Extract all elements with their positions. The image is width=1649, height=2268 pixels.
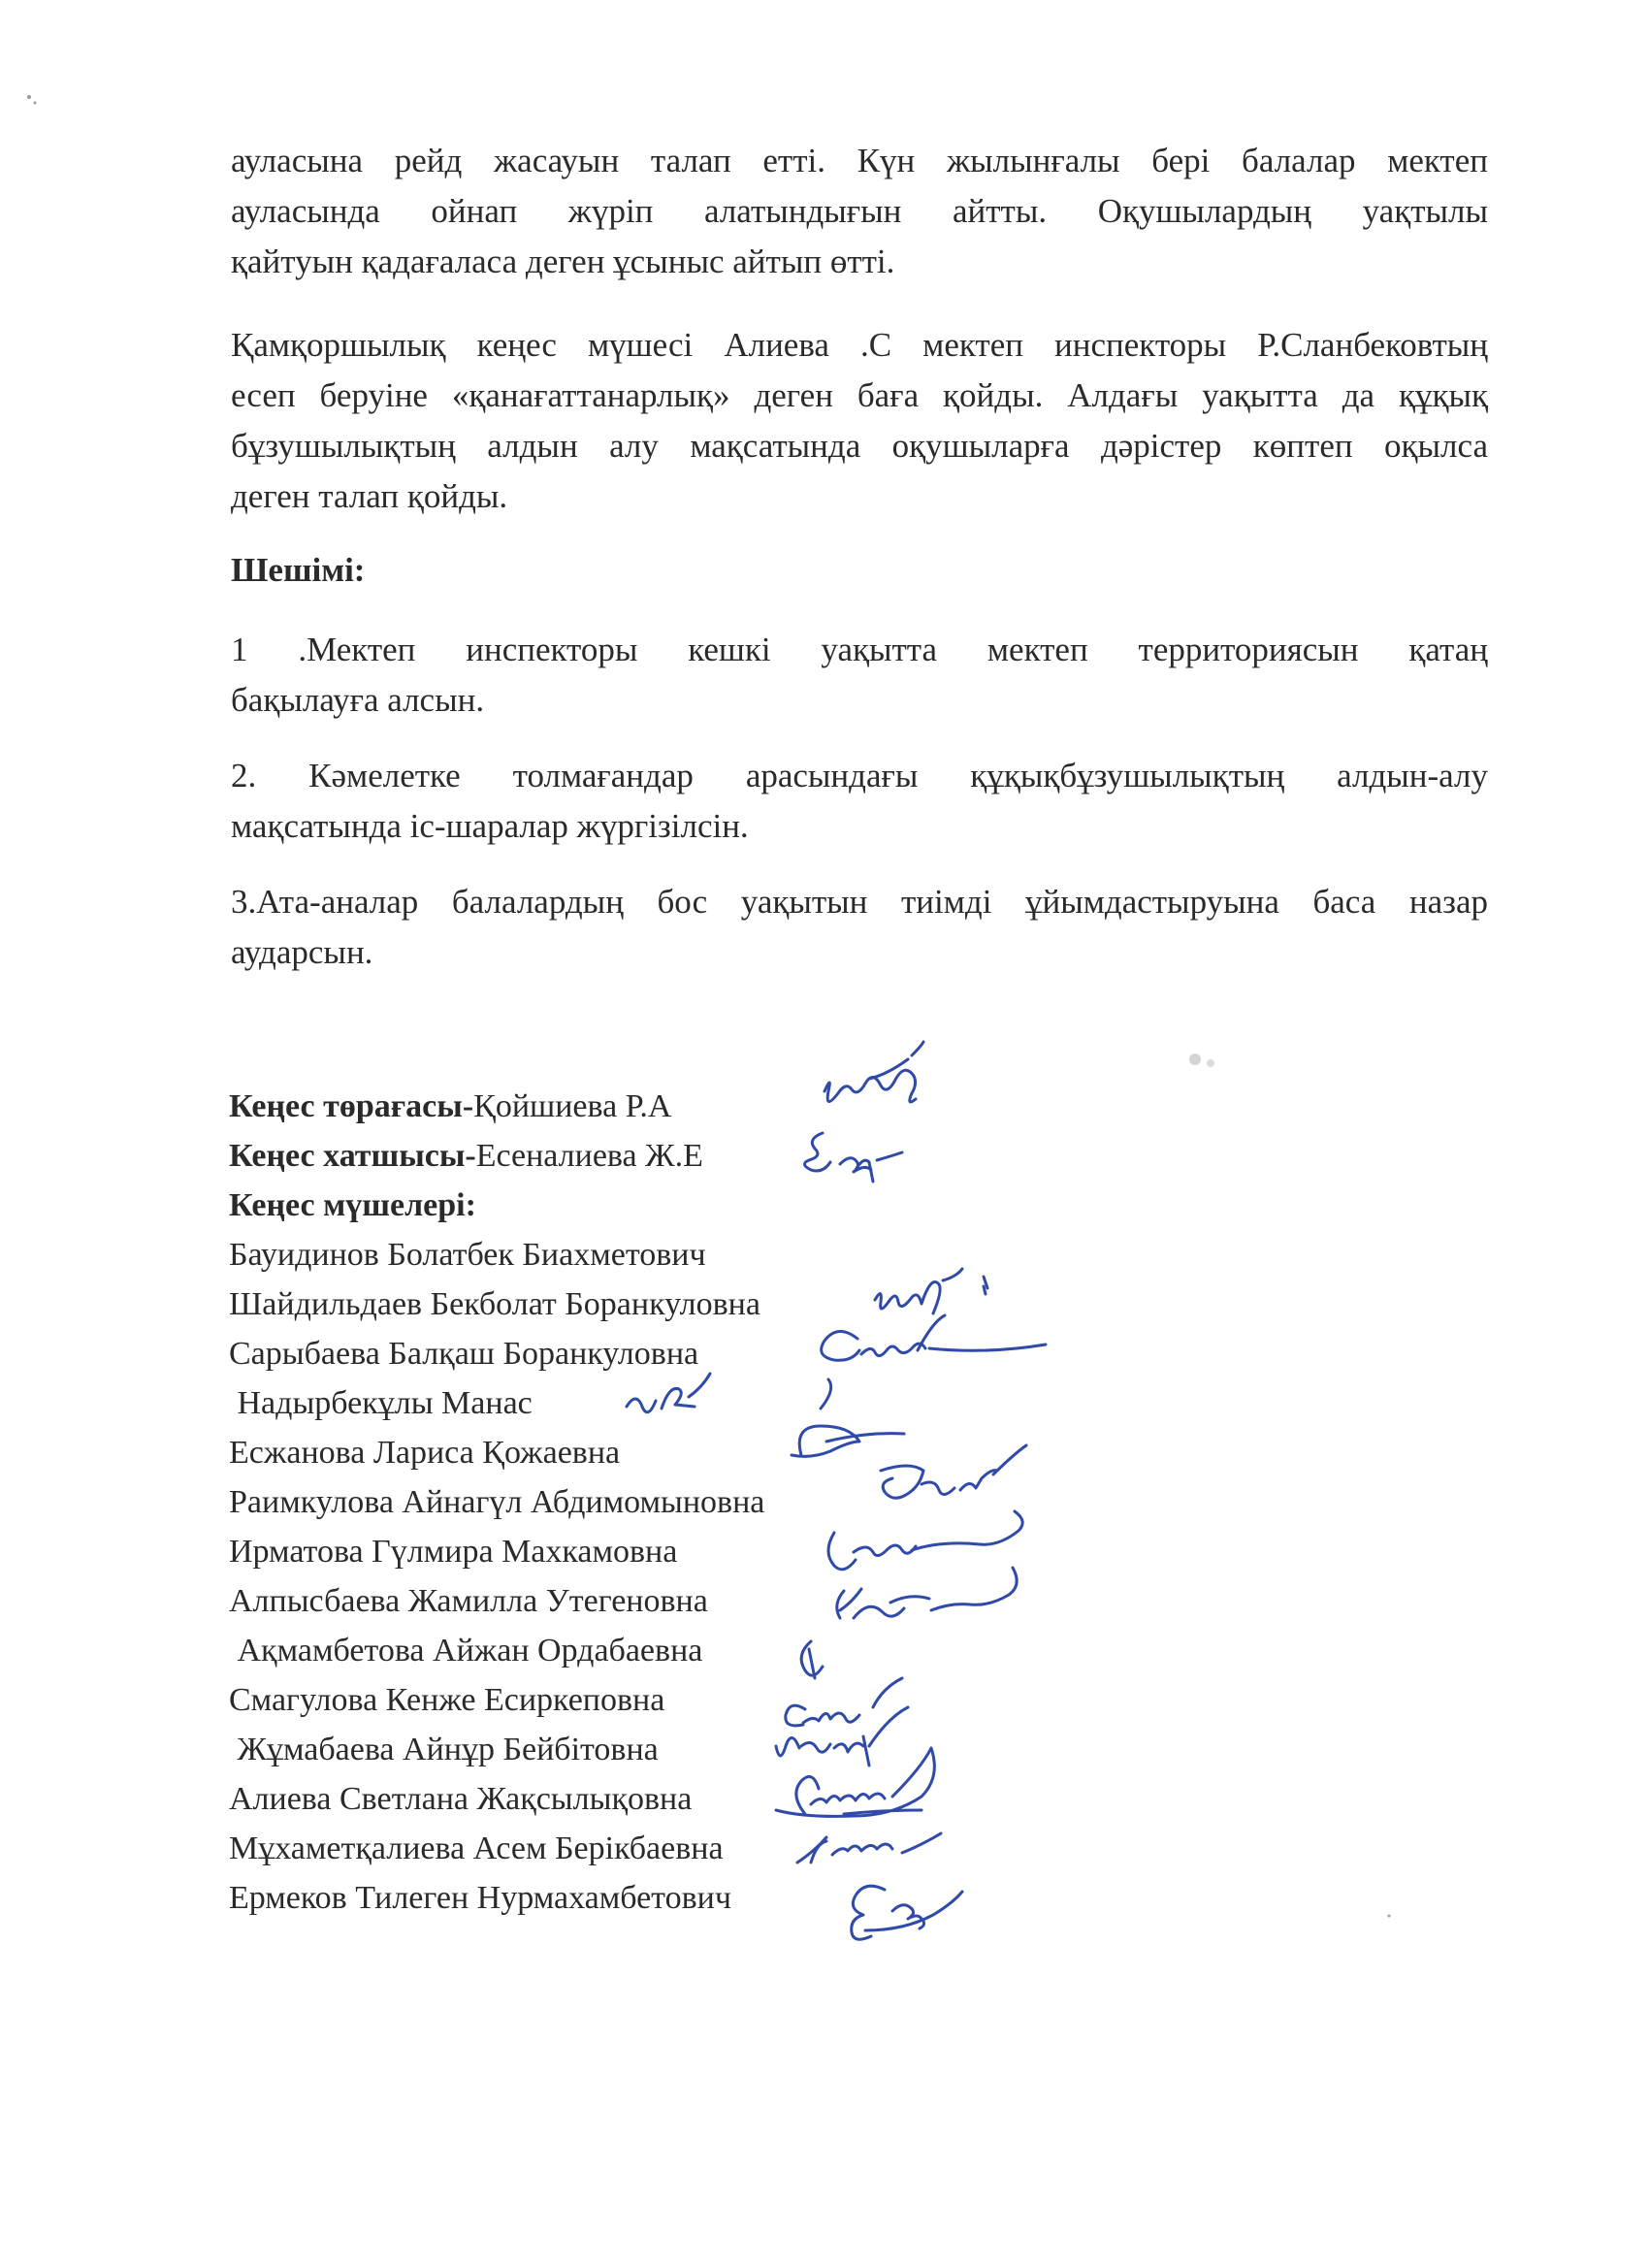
decision-heading: Шешімі:: [231, 551, 366, 589]
paragraph-line: қайтуын қадағаласа деген ұсыныс айтып өтті.: [231, 243, 895, 280]
paragraph-line: Қамқоршылық кеңес мүшесі Алиева .С мектеп инспекторы Р.Сланбековтың: [231, 326, 1488, 364]
signature-member: [797, 1833, 941, 1863]
signature-member: [792, 1379, 904, 1456]
signature-member: [875, 1269, 987, 1313]
signature-secretary: [804, 1133, 902, 1182]
member-row: Сарыбаева Балқаш Боранкуловна: [229, 1336, 699, 1372]
member-row: Раимкулова Айнагүл Абдимомыновна: [229, 1484, 765, 1520]
member-row: Надырбекұлы Манас: [229, 1385, 533, 1421]
signature-member: [822, 1315, 1046, 1360]
signature-chair: [824, 1042, 923, 1102]
signature-list: [229, 1082, 764, 1923]
decision-line: 3.Ата-аналар балалардың бос уақытын тиімді ұйымдастыруына баса назар: [231, 883, 1488, 921]
secretary-row: [229, 1131, 764, 1181]
decision-item-2: [231, 751, 1488, 852]
signature-member: [828, 1511, 1022, 1570]
signature-member: [786, 1678, 902, 1726]
secretary-label: Кеңес хатшысы-: [229, 1138, 476, 1174]
chair-name: Қойшиева Р.А: [473, 1088, 672, 1124]
decision-item-3: [231, 877, 1488, 978]
decision-line: аударсын.: [231, 933, 373, 971]
signature-member: [776, 1748, 934, 1816]
member-row: Есжанова Лариса Қожаевна: [229, 1435, 621, 1471]
signature-member: [852, 1886, 962, 1939]
member-row: Алпысбаева Жамилла Утегеновна: [229, 1583, 708, 1619]
member-row: Жұмабаева Айнұр Бейбітовна: [229, 1732, 659, 1767]
decision-item-1: [231, 625, 1488, 726]
secretary-name: Есеналиева Ж.Е: [475, 1138, 703, 1174]
signature-member: [801, 1641, 823, 1678]
decision-line: бақылауға алсын.: [231, 681, 485, 719]
signature-member: [837, 1568, 1017, 1618]
paragraph-line: ауласында ойнап жүріп алатындығын айтты. Оқушылардың уақтылы: [231, 192, 1488, 230]
paragraph-line: деген талап қойды.: [231, 477, 508, 515]
signature-member: [881, 1445, 1026, 1498]
member-row: Мұхаметқалиева Асем Берікбаевна: [229, 1831, 724, 1866]
chair-row: [229, 1082, 764, 1131]
signature-member: [776, 1707, 908, 1766]
decision-line: 2. Кәмелетке толмағандар арасындағы құқықбұзушылықтың алдын-алу: [231, 757, 1488, 794]
member-row: Ақмамбетова Айжан Ордабаевна: [229, 1633, 703, 1669]
member-row: Смагулова Кенже Есиркеповна: [229, 1682, 665, 1718]
chair-label: Кеңес төрағасы-: [229, 1088, 474, 1124]
decision-line: 1 .Мектеп инспекторы кешкі уақытта мектеп территориясын қатаң: [231, 631, 1488, 668]
member-row: Шайдильдаев Бекболат Боранкуловна: [229, 1286, 760, 1322]
paragraph-2: [231, 320, 1488, 522]
members-heading: Кеңес мүшелері:: [229, 1187, 476, 1223]
paragraph-line: есеп беруіне «қанағаттанарлық» деген баға қойды. Алдағы уақытта да құқық: [231, 376, 1488, 414]
paragraph-line: бұзушылықтың алдын алу мақсатында оқушыларға дәрістер көптеп оқылса: [231, 427, 1488, 465]
member-row: Алиева Светлана Жақсылықовна: [229, 1781, 693, 1817]
paragraph-1: [231, 136, 1488, 287]
decision-line: мақсатында іс-шаралар жүргізілсін.: [231, 807, 749, 845]
member-row: Бауидинов Болатбек Биахметович: [229, 1237, 706, 1273]
member-row: Ермеков Тилеген Нурмахамбетович: [229, 1880, 731, 1916]
paragraph-line: ауласына рейд жасауын талап етті. Күн жылынғалы бері балалар мектеп: [231, 142, 1488, 179]
member-row: Ирматова Гүлмира Махкамовна: [229, 1534, 678, 1570]
